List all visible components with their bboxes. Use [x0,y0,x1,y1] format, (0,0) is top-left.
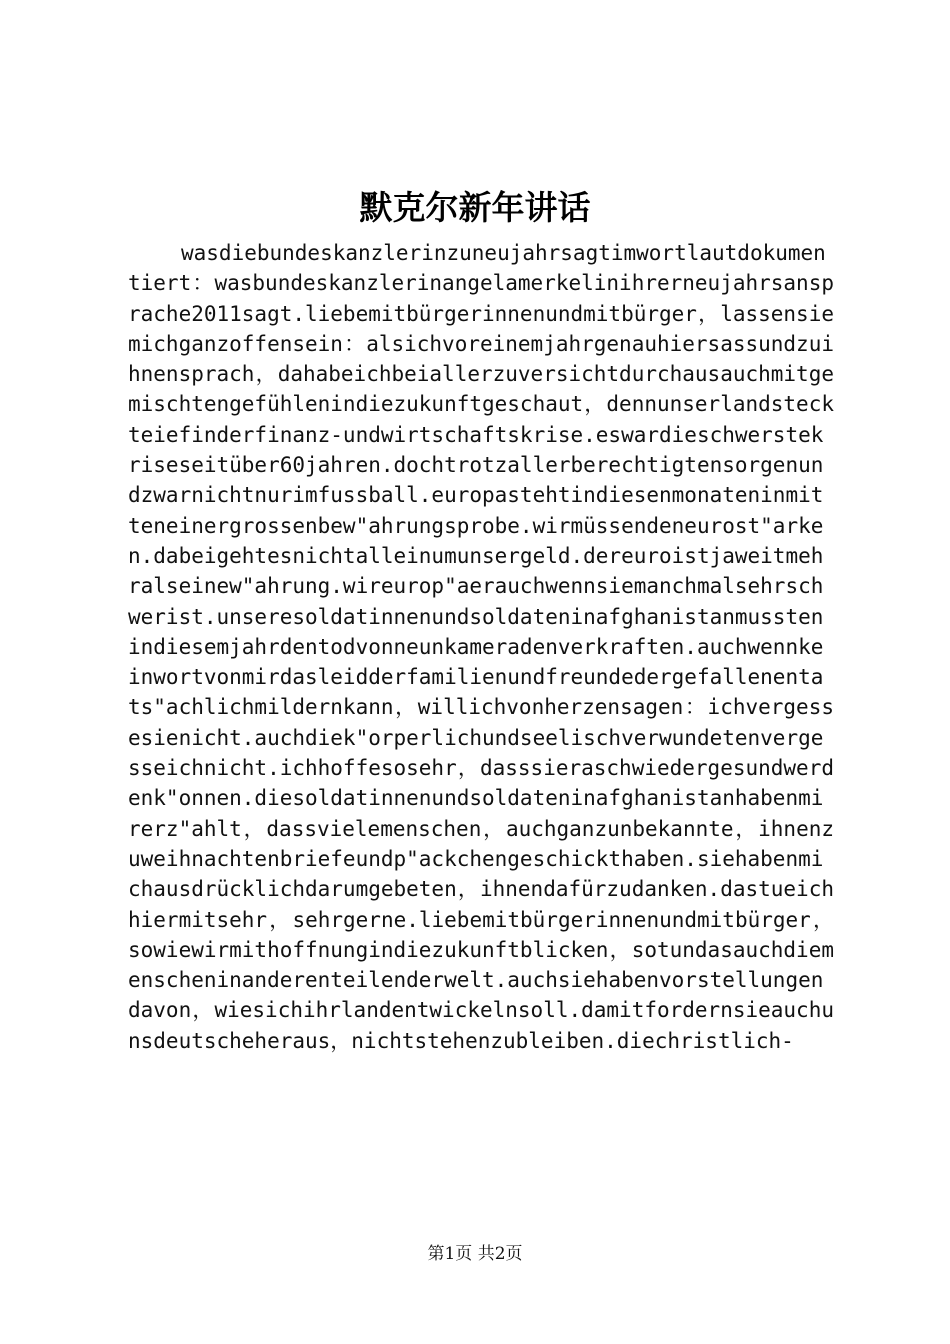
page-number-footer: 第1页 共2页 [427,1244,523,1264]
document-title: 默克尔新年讲话 [359,188,591,227]
document-body-paragraph: wasdiebundeskanzlerinzuneujahrsagtimwortlautdokumentiert：wasbundeskanzlerinangelamerkelinihrerneujahrsansprache2011sagt.liebemitbürgerinnenundmitbürger，lassensiemichganzoffensein：alsichvoreinemjahrgenauhiersassundzuihnensprach，dahabeichbeiallerzuversichtdurchausauchmitgemischtengefühlenindiezukunftgeschaut，dennunserlandsteckteiefinderfinanz-undwirtschaftskrise.eswardieschwerstekriseseitüber60jahren.dochtrotzallerberechtigtensorgenundzwarnichtnurimfussball.europastehtindiesenmonateninmitteneinergrossenbew"ahrungsprobe.wirmüssendeneurost"arken.dabeigehtesnichtalleinumunsergeld.dereuroistjaweitmehralseinew"ahrung.wireurop"aerauchwennsiemanchmalsehrschwerist.unseresoldatinnenundsoldateninafghanistanmusstenindiesemjahrdentodvonneunkameradenverkraften.auchwennkeinwortvonmirdasleidderfamilienundfreundedergefallenentats"achlichmildernkann，willichvonherzensagen：ichvergessesienicht.auchdiek"orperlichundseelischverwundetenvergesseichnicht.ichhoffesosehr，dasssieraschwiedergesundwerdenk"onnen.diesoldatinnenundsoldateninafghanistanhabenmirerz"ahlt，dassvielemenschen，auchganzunbekannte，ihnenzuweihnachtenbriefeundp"ackchengeschickthaben.siehabenmichausdrücklichdarumgebeten，ihnendafürzudanken.dastueichhiermitsehr，sehrgerne.liebemitbürgerinnenundmitbürger，sowiewirmithoffnungindiezukunftblicken，sotundasauchdiemenscheninanderenteilenderwelt.auchsiehabenvorstellungendavon，wiesichihrlandentwickelnsoll.damitfordernsieauchunsdeutscheheraus，nichtstehenzubleiben.diechristlich- [128,241,834,1053]
